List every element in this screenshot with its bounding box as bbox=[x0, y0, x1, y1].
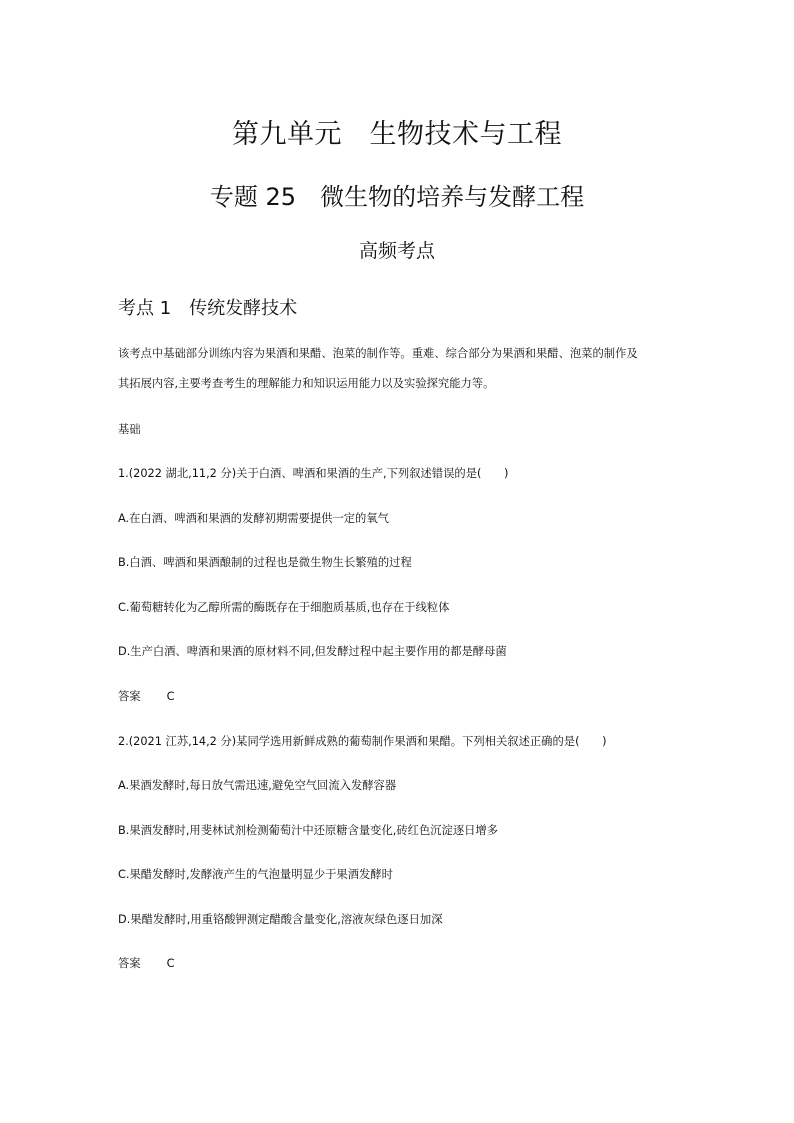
answer-label: 答案 bbox=[118, 690, 141, 703]
unit-title: 第九单元 生物技术与工程 bbox=[232, 119, 562, 150]
question-2-answer bbox=[118, 955, 175, 971]
question-1-option-b: B.白酒、啤酒和果酒酿制的过程也是微生物生长繁殖的过程 bbox=[118, 556, 412, 569]
question-2-option-c: C.果醋发酵时,发酵液产生的气泡量明显少于果酒发酵时 bbox=[118, 868, 393, 881]
question-2-option-a: A.果酒发酵时,每日放气需迅速,避免空气回流入发酵容器 bbox=[118, 779, 397, 792]
question-1-option-a: A.在白酒、啤酒和果酒的发酵初期需要提供一定的氧气 bbox=[118, 512, 389, 525]
question-1-answer bbox=[118, 688, 175, 704]
level-label: 基础 bbox=[118, 423, 141, 436]
topic-title: 专题 25 微生物的培养与发酵工程 bbox=[209, 183, 585, 211]
intro-line-1: 该考点中基础部分训练内容为果酒和果醋、泡菜的制作等。重难、综合部分为果酒和果醋、泡菜的制作及 bbox=[118, 347, 638, 360]
question-2-option-b: B.果酒发酵时,用斐林试剂检测葡萄汁中还原糖含量变化,砖红色沉淀逐日增多 bbox=[118, 824, 499, 837]
subtitle: 高频考点 bbox=[358, 240, 435, 262]
question-1-stem: 1.(2022 湖北,11,2 分)关于白酒、啤酒和果酒的生产,下列叙述错误的是( ) bbox=[118, 467, 509, 480]
section-heading: 考点 1 传统发酵技术 bbox=[118, 298, 298, 319]
answer-label: 答案 bbox=[118, 957, 141, 970]
question-1-option-c: C.葡萄糖转化为乙醇所需的酶既存在于细胞质基质,也存在于线粒体 bbox=[118, 601, 450, 614]
answer-value: C bbox=[166, 957, 175, 970]
question-2-option-d: D.果醋发酵时,用重铬酸钾测定醋酸含量变化,溶液灰绿色逐日加深 bbox=[118, 913, 443, 926]
question-2-stem: 2.(2021 江苏,14,2 分)某同学选用新鲜成熟的葡萄制作果酒和果醋。下列相关叙述正确的是( ) bbox=[118, 735, 607, 748]
intro-line-2: 其拓展内容,主要考查考生的理解能力和知识运用能力以及实验探究能力等。 bbox=[118, 377, 495, 390]
question-1-option-d: D.生产白酒、啤酒和果酒的原材料不同,但发酵过程中起主要作用的都是酵母菌 bbox=[118, 645, 507, 658]
answer-value: C bbox=[166, 690, 175, 703]
